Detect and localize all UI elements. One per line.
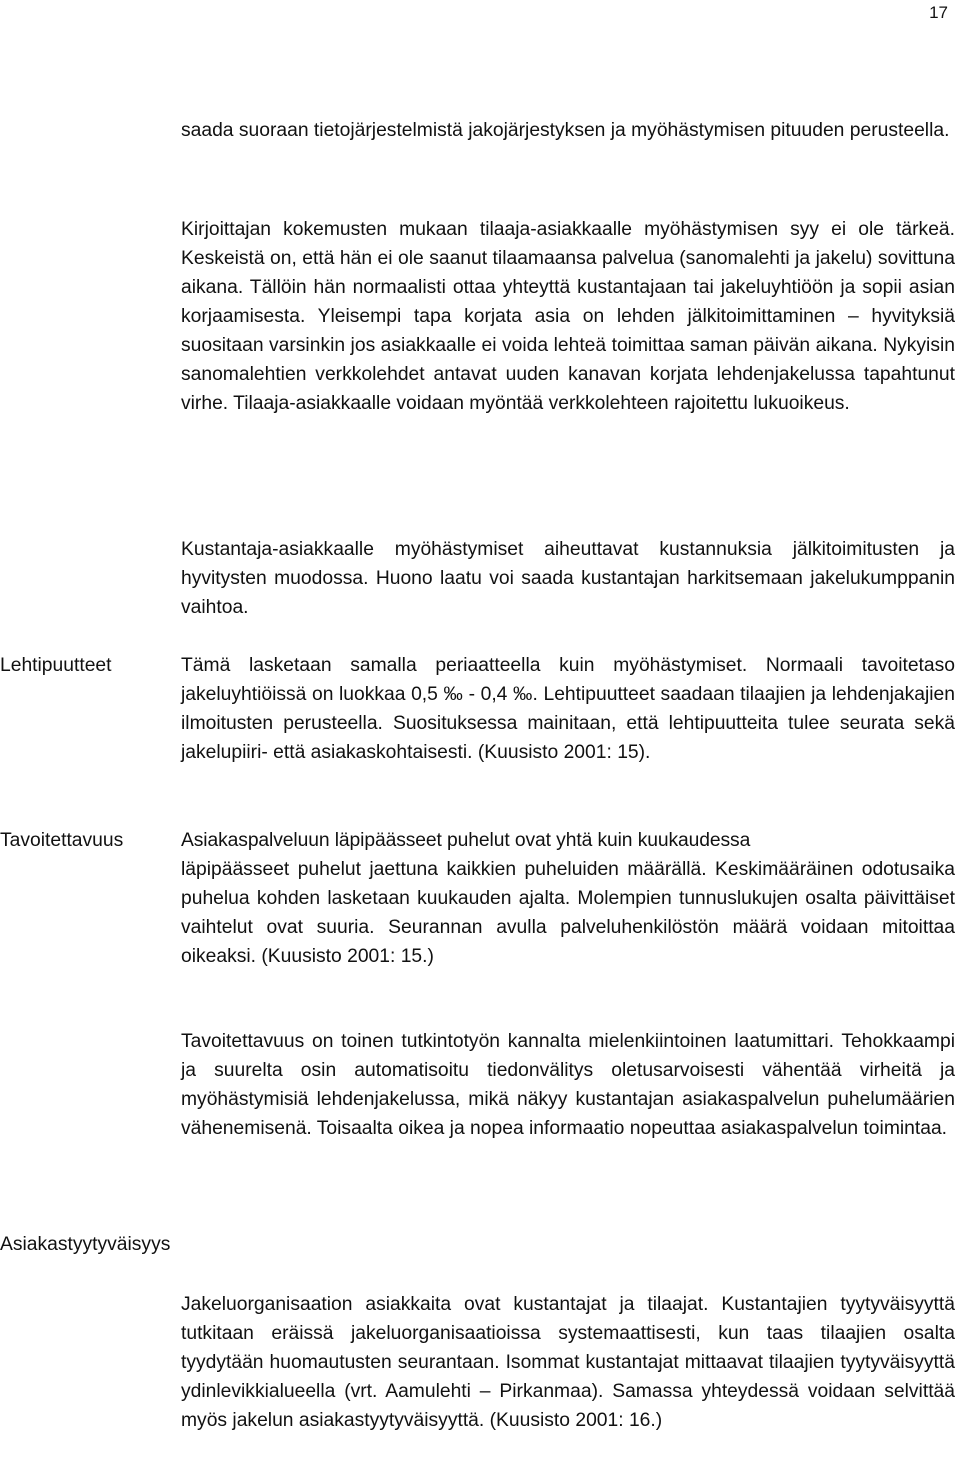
section-label-lehtipuutteet: Lehtipuutteet [0, 655, 112, 676]
paragraph-tavoitettavuus-quality: Tavoitettavuus on toinen tutkintotyön kannalta mielenkiintoinen laatumittari. Tehokkaampi ja suurelta osin automatisoitu tiedonvälitys oletusarvoisesti vähentää virheitä ja myöhästymisiä lehdenjakelussa, mikä näkyy kustantajan asiakaspalvelun puhelumäärien vähenemisenä. Toisaalta oikea ja nopea informaatio nopeuttaa asiakaspalvelun toimintaa. [181, 1031, 955, 1139]
section-label-asiakastyytyvaisyys: Asiakastyytyväisyys [0, 1234, 171, 1255]
section-label-tavoitettavuus: Tavoitettavuus [0, 830, 124, 851]
paragraph-customer-delay: Kirjoittajan kokemusten mukaan tilaaja-asiakkaalle myöhästymisen syy ei ole tärkeä. Keskeistä on, että hän ei ole saanut tilaamaansa palvelua (sanomalehti ja jakelu) sovittuna aikana. Tällöin hän normaalisti ottaa yhteyttä kustantajaan tai jakeluyhtiöön ja sopii asian korjaamisesta. Yleisempi tapa korjata asia on lehden jälkitoimittaminen – hyvityksiä suositaan varsinkin jos asiakkaalle ei voida lehteä toimittaa saman päivän aikana. Nykyisin sanomalehtien verkkolehdet antavat uuden kanavan korjata lehdenjakelussa tapahtunut virhe. Tilaaja-asiakkaalle voidaan myöntää verkkolehteen rajoitettu lukuoikeus. [181, 219, 955, 414]
section-tavoitettavuus [0, 826, 955, 971]
paragraph-tavoitettavuus: läpipäässeet puhelut jaettuna kaikkien puheluiden määrällä. Keskimääräinen odotusaika puhelua kohden lasketaan kuukauden ajalta. Molempien tunnuslukujen osalta päivittäiset vaihtelut ovat suuria. Seurannan avulla palveluhenkilöstön määrä voidaan mitoittaa oikeaksi. (Kuusisto 2001: 15.) [181, 859, 955, 967]
tavoitettavuus-first-line [0, 826, 955, 855]
paragraph-asiakastyytyvaisyys: Jakeluorganisaation asiakkaita ovat kustantajat ja tilaajat. Kustantajien tyytyväisyyttä tutkitaan eräissä jakeluorganisaatioissa systemaattisesti, kun taas tilaajien osalta tyydytään huomautusten seurantaan. Isommat kustantajat mittaavat tilaajien tyytyväisyyttä ydinlevikkialueella (vrt. Aamulehti – Pirkanmaa). Samassa yhteydessä voidaan selvittää myös jakelun asiakastyytyväisyyttä. (Kuusisto 2001: 16.) [181, 1294, 955, 1431]
paragraph-lehtipuutteet: Tämä lasketaan samalla periaatteella kuin myöhästymiset. Normaali tavoitetaso jakeluyhtiöissä on luokkaa 0,5 ‰ - 0,4 ‰. Lehtipuutteet saadaan tilaajien ja lehdenjakajien ilmoitusten perusteella. Suosituksessa mainitaan, että lehtipuutteita tulee seurata sekä jakelupiiri- että asiakaskohtaisesti. (Kuusisto 2001: 15). [181, 655, 955, 763]
tavoitettavuus-first-text: Asiakaspalveluun läpipäässeet puhelut ovat yhtä kuin kuukaudessa [181, 830, 751, 851]
paragraph-continuation: saada suoraan tietojärjestelmistä jakojärjestyksen ja myöhästymisen pituuden perusteella. [181, 120, 950, 141]
page-number: 17 [929, 3, 948, 22]
paragraph-publisher-delay: Kustantaja-asiakkaalle myöhästymiset aiheuttavat kustannuksia jälkitoimitusten ja hyvitysten muodossa. Huono laatu voi saada kustantajan harkitsemaan jakelukumppanin vaihtoa. [181, 539, 955, 618]
